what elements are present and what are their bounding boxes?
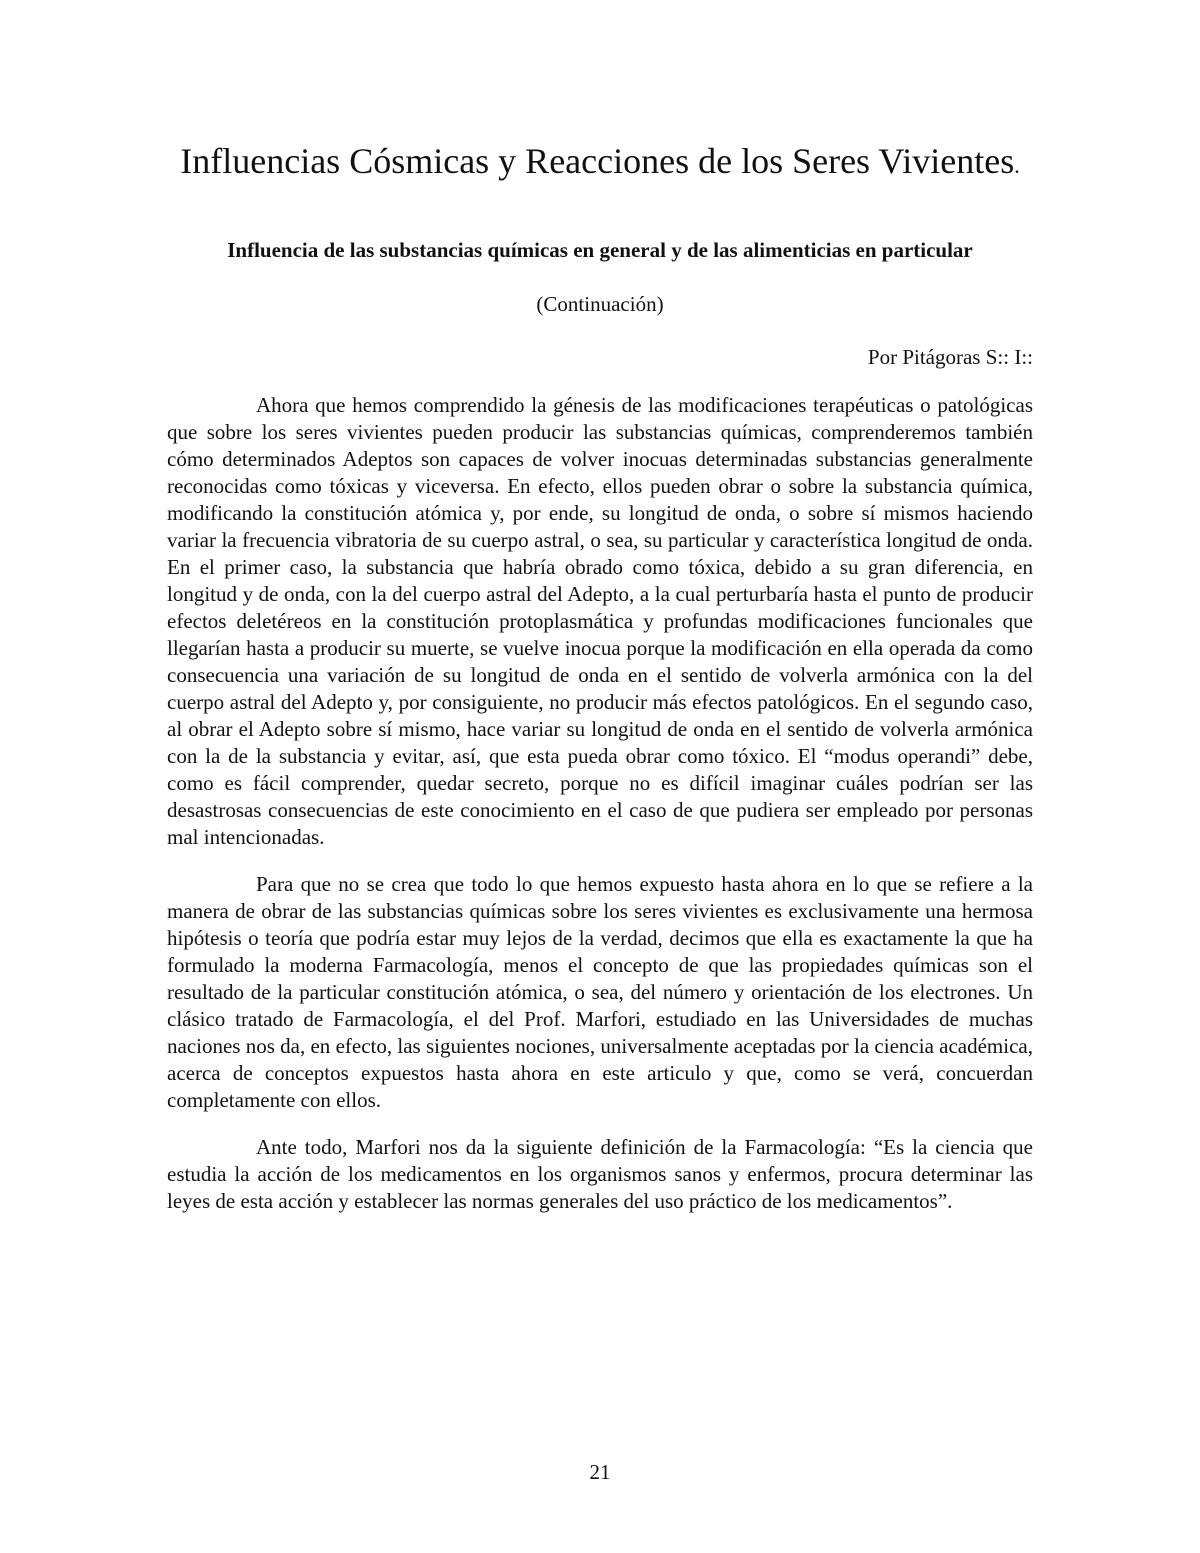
author-byline: Por Pitágoras S:: I::: [867, 345, 1033, 369]
body-paragraph: Ante todo, Marfori nos da la siguiente definición de la Farmacología: “Es la ciencia que estudia la acción de los medicamentos en los organismos sanos y enfermos, procura determinar las leyes de esta acción y establecer las normas generales del uso práctico de los medicamentos”.: [167, 1135, 1033, 1213]
page-title-text: Influencias Cósmicas y Reacciones de los Seres Vivientes: [180, 141, 1015, 181]
page-number: 21: [589, 1460, 611, 1484]
page-title-period: .: [1014, 153, 1020, 178]
body-paragraph: Ahora que hemos comprendido la génesis de las modificaciones terapéuticas o patológicas que sobre los seres vivientes pueden producir las substancias químicas, comprenderemos también cómo determinados Adeptos son capaces de volver inocuas determinadas substancias generalmente reconocidas como tóxicas y viceversa. En efecto, ellos pueden obrar o sobre la substancia química, modificando la constitución atómica y, por ende, su longitud de onda, o sobre sí mismos haciendo variar la frecuencia vibratoria de su cuerpo astral, o sea, su particular y característica longitud de onda. En el primer caso, la substancia que habría obrado como tóxica, debido a su gran diferencia, en longitud y de onda, con la del cuerpo astral del Adepto, a la cual perturbaría hasta el punto de producir efectos deletéreos en la constitución protoplasmática y profundas modificaciones funcionales que llegarían hasta a producir su muerte, se vuelve inocua porque la modificación en ella operada da como consecuencia una variación de su longitud de onda en el sentido de volverla armónica con la del cuerpo astral del Adepto y, por consiguiente, no producir más efectos patológicos. En el segundo caso, al obrar el Adepto sobre sí mismo, hace variar su longitud de onda en el sentido de volverla armónica con la de la substancia y evitar, así, que esta pueda obrar como tóxico. El “modus operandi” debe, como es fácil comprender, quedar secreto, porque no es difícil imaginar cuáles podrían ser las desastrosas consecuencias de este conocimiento en el caso de que pudiera ser empleado por personas mal intencionadas.: [167, 393, 1033, 849]
section-subtitle: Influencia de las substancias químicas en general y de las alimenticias en particular: [227, 238, 973, 262]
continuation-label: (Continuación): [536, 292, 664, 316]
page-title: [0, 138, 1200, 189]
article-body: [167, 392, 1033, 1235]
body-paragraph: Para que no se crea que todo lo que hemos expuesto hasta ahora en lo que se refiere a la manera de obrar de las substancias químicas sobre los seres vivientes es exclusivamente una hermosa hipótesis o teoría que podría estar muy lejos de la verdad, decimos que ella es exactamente la que ha formulado la moderna Farmacología, menos el concepto de que las propiedades químicas son el resultado de la particular constitución atómica, o sea, del número y orientación de los electrones. Un clásico tratado de Farmacología, el del Prof. Marfori, estudiado en las Universidades de muchas naciones nos da, en efecto, las siguientes nociones, universalmente aceptadas por la ciencia académica, acerca de conceptos expuestos hasta ahora en este articulo y que, como se verá, concuerdan completamente con ellos.: [167, 872, 1033, 1112]
